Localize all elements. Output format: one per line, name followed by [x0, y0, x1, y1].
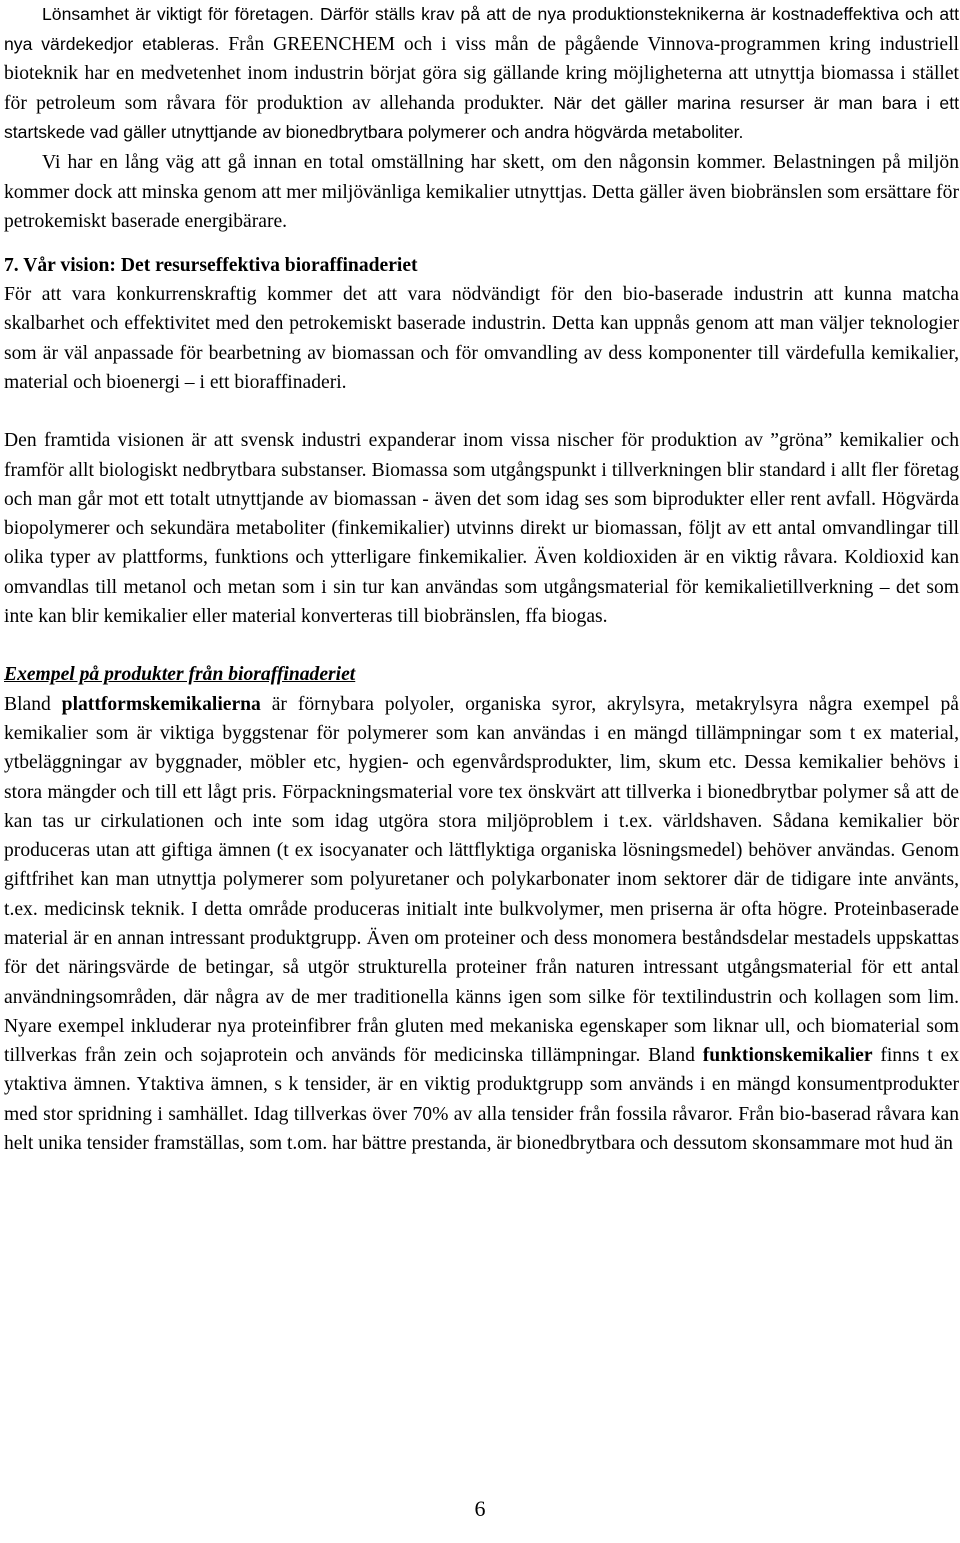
paragraph-profitability-serif: Från GREENCHEM och i viss mån de pågående Vinnova-programmen kring industriell bioteknik har en medvetenhet inom industrin börjat göra sig gällande kring möjligheterna att utnyttja biomassa i stället för petroleum som råvara för produktion av allehanda produkter.: [4, 33, 959, 114]
section-heading-examples: [4, 660, 959, 689]
section-heading-vision: [4, 251, 959, 280]
term-functional-chemicals: funktionskemikalier: [702, 1045, 873, 1067]
paragraph-examples-b: är förnybara polyoler, organiska syror, akrylsyra, metakrylsyra några exempel på kemikalier som är viktiga byggstenar för polymerer som kan användas i en mängd tillämpningar som t ex material, ytbeläggningar av byggnader, möbler etc, hygien- och egenvårdsprodukter, lim, skum etc. Dessa kemikalier behövs i stora mängder och till ett lågt pris. Förpackningsmaterial vore tex önskvärt att tillverka i bionedbrytbar polymer så att de kan tas ur cirkulationen och inte som idag utgöra stora miljöproblem i t.ex. världshaven. Sådana kemikalier bör produceras utan att giftiga ämnen (t ex isocyanater och lättflyktiga organiska lösningsmedel) behöver användas. Genom giftfrihet kan man utnyttja polymerer som polyuretaner och polykarbonater inom sektorer där de tidigare inte använts, t.ex. medicinsk teknik. I detta område produceras initialt inte bulkvolymer, men priserna är ofta högre. Proteinbaserade material är en annan intressant produktgrupp. Även om proteiner och dess monomera beståndsdelar mestadels uppskattas för det näringsvärde de betingar, så utgör strukturella proteiner från naturen intressant utgångsmaterial för ett antal användningsområden, där några av de mer traditionella känns igen som silke för textilindustrin och kollagen som lim. Nyare exempel inkluderar nya proteinfibrer från gluten med mekaniska egenskaper som liknar ull, och biomaterial som tillverkas från zein och sojaprotein och används för medicinska tillämpningar. Bland: [4, 693, 959, 1067]
paragraph-future-vision: [4, 426, 959, 631]
paragraph-profitability-marine: När det gäller marina resurser är man bara i ett startskede vad gäller utnyttjande av bionedbrytbara polymerer och andra högvärda metaboliter.: [4, 92, 959, 143]
document-page: [4, 0, 959, 1158]
paragraph-examples-c: finns t ex ytaktiva ämnen. Ytaktiva ämnen, s k tensider, är en viktig produktgrupp som används i en mängd konsumentprodukter med stor spridning i samhället. Idag tillverkas över 70% av alla tensider från fossila råvaror. Från bio-baserad råvara kan helt unika tensider framställas, som t.om. har bättre prestanda, är bionedbrytbara och dessutom skonsammare mot hud än: [4, 1045, 959, 1155]
section-heading-examples-text: Exempel på produkter från bioraffinaderiet: [4, 664, 356, 686]
page-number: 6: [474, 1496, 486, 1521]
paragraph-examples: [4, 690, 959, 1159]
paragraph-future-vision-text: Den framtida visionen är att svensk industri expanderar inom vissa nischer för produktion av ”gröna” kemikalier och framför allt biologiskt nedbrytbara substanser. Biomassa som utgångspunkt i tillverkningen blir standard i allt fler företag och man går mot ett totalt utnyttjande av biomassan - även det som idag ses som biprodukter eller rent avfall. Högvärda biopolymerer och sekundära metaboliter (finkemikalier) utvinns direkt ur biomassan, följt av ett antal omvandlingar till olika typer av plattforms, funktions och ytterligare finkemikalier. Även koldioxiden är en viktig råvara. Koldioxid kan omvandlas till metanol och metan som i sin tur kan användas som utgångsmaterial för kemikalietillverkning – det som inte kan blir kemikalier eller material konverteras till biobränslen, ffa biogas.: [4, 430, 959, 628]
paragraph-long-road-text: Vi har en lång väg att gå innan en total omställning har skett, om den någonsin kommer. Belastningen på miljön kommer dock att minska genom att mer miljövänliga kemikalier utnyttjas. Detta gäller även biobränslen som ersättare för petrokemiskt baserade energibärare.: [4, 151, 959, 233]
paragraph-long-road: [4, 148, 959, 237]
paragraph-competitiveness-text: För att vara konkurrenskraftig kommer det att vara nödvändigt för den bio-baserade industrin att kunna matcha skalbarhet och effektivitet med den petrokemiskt baserade industrin. Detta kan uppnås genom att man väljer teknologier som är väl anpassade för bearbetning av biomassan och för omvandling av dess komponenter till värdefulla kemikalier, material och bioenergi – i ett bioraffinaderi.: [4, 284, 959, 393]
section-heading-vision-text: 7. Vår vision: Det resurseffektiva bioraffinaderiet: [4, 254, 418, 276]
paragraph-examples-a: Bland: [4, 693, 62, 715]
paragraph-competitiveness: [4, 280, 959, 397]
term-platform-chemicals: plattformskemikalierna: [61, 693, 261, 715]
paragraph-profitability-sans: Lönsamhet är viktigt för företagen. Därför ställs krav på att de nya produktionsteknikerna är kostnadeffektiva och att nya värdekedjor etableras.: [4, 4, 959, 54]
paragraph-profitability: [4, 0, 959, 148]
